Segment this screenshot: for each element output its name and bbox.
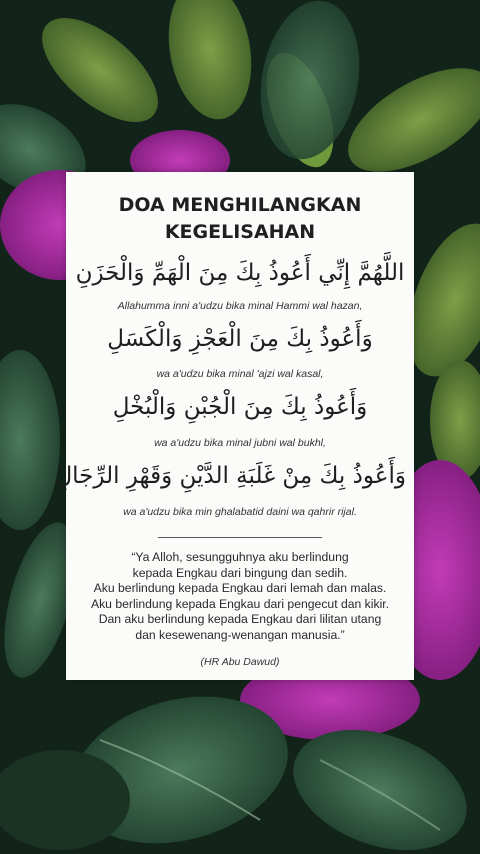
translation-line: Aku berlindung kepada Engkau dari lemah dan malas. [93, 581, 387, 595]
translation-line: dan kesewenang-wenangan manusia.” [135, 627, 345, 642]
arabic-verse-2: وَأَعُوذُ بِكَ مِنَ الْعَجْزِ وَالْكَسَلِ [107, 326, 373, 352]
translation [72, 550, 408, 643]
latin-verse-2: wa a'udzu bika minal 'ajzi wal kasal, [156, 368, 324, 380]
translation-line: “Ya Alloh, sesungguhnya aku berlindung [131, 550, 349, 564]
hadith-source: (HR Abu Dawud) [200, 656, 280, 668]
arabic-verse-4: وَأَعُوذُ بِكَ مِنْ غَلَبَةِ الدَّيْنِ وَقَهْرِ الرِّجَالِ [55, 463, 406, 489]
translation-line: Aku berlindung kepada Engkau dari pengecut dan kikir. [90, 596, 390, 611]
arabic-verse-3: وَأَعُوذُ بِكَ مِنَ الْجُبْنِ وَالْبُخْلِ [112, 394, 368, 420]
latin-verse-1: Allahumma inni a'udzu bika minal Hammi wal hazan, [117, 300, 363, 312]
divider [158, 537, 322, 538]
arabic-verse-1: اللَّهُمَّ إِنِّي أَعُوذُ بِكَ مِنَ الْهَمِّ وَالْحَزَنِ [75, 260, 405, 286]
title-line-2: KEGELISAHAN [164, 221, 316, 243]
prayer-card [55, 172, 414, 680]
latin-verse-3: wa a'udzu bika minal jubni wal bukhl, [154, 437, 326, 449]
latin-verse-4: wa a'udzu bika min ghalabatid daini wa qahrir rijal. [123, 506, 357, 518]
title-line-1: DOA MENGHILANGKAN [118, 194, 362, 216]
translation-line: kepada Engkau dari bingung dan sedih. [132, 565, 348, 580]
prayer-title [66, 192, 414, 246]
translation-line: Dan aku berlindung kepada Engkau dari lilitan utang [98, 612, 382, 626]
